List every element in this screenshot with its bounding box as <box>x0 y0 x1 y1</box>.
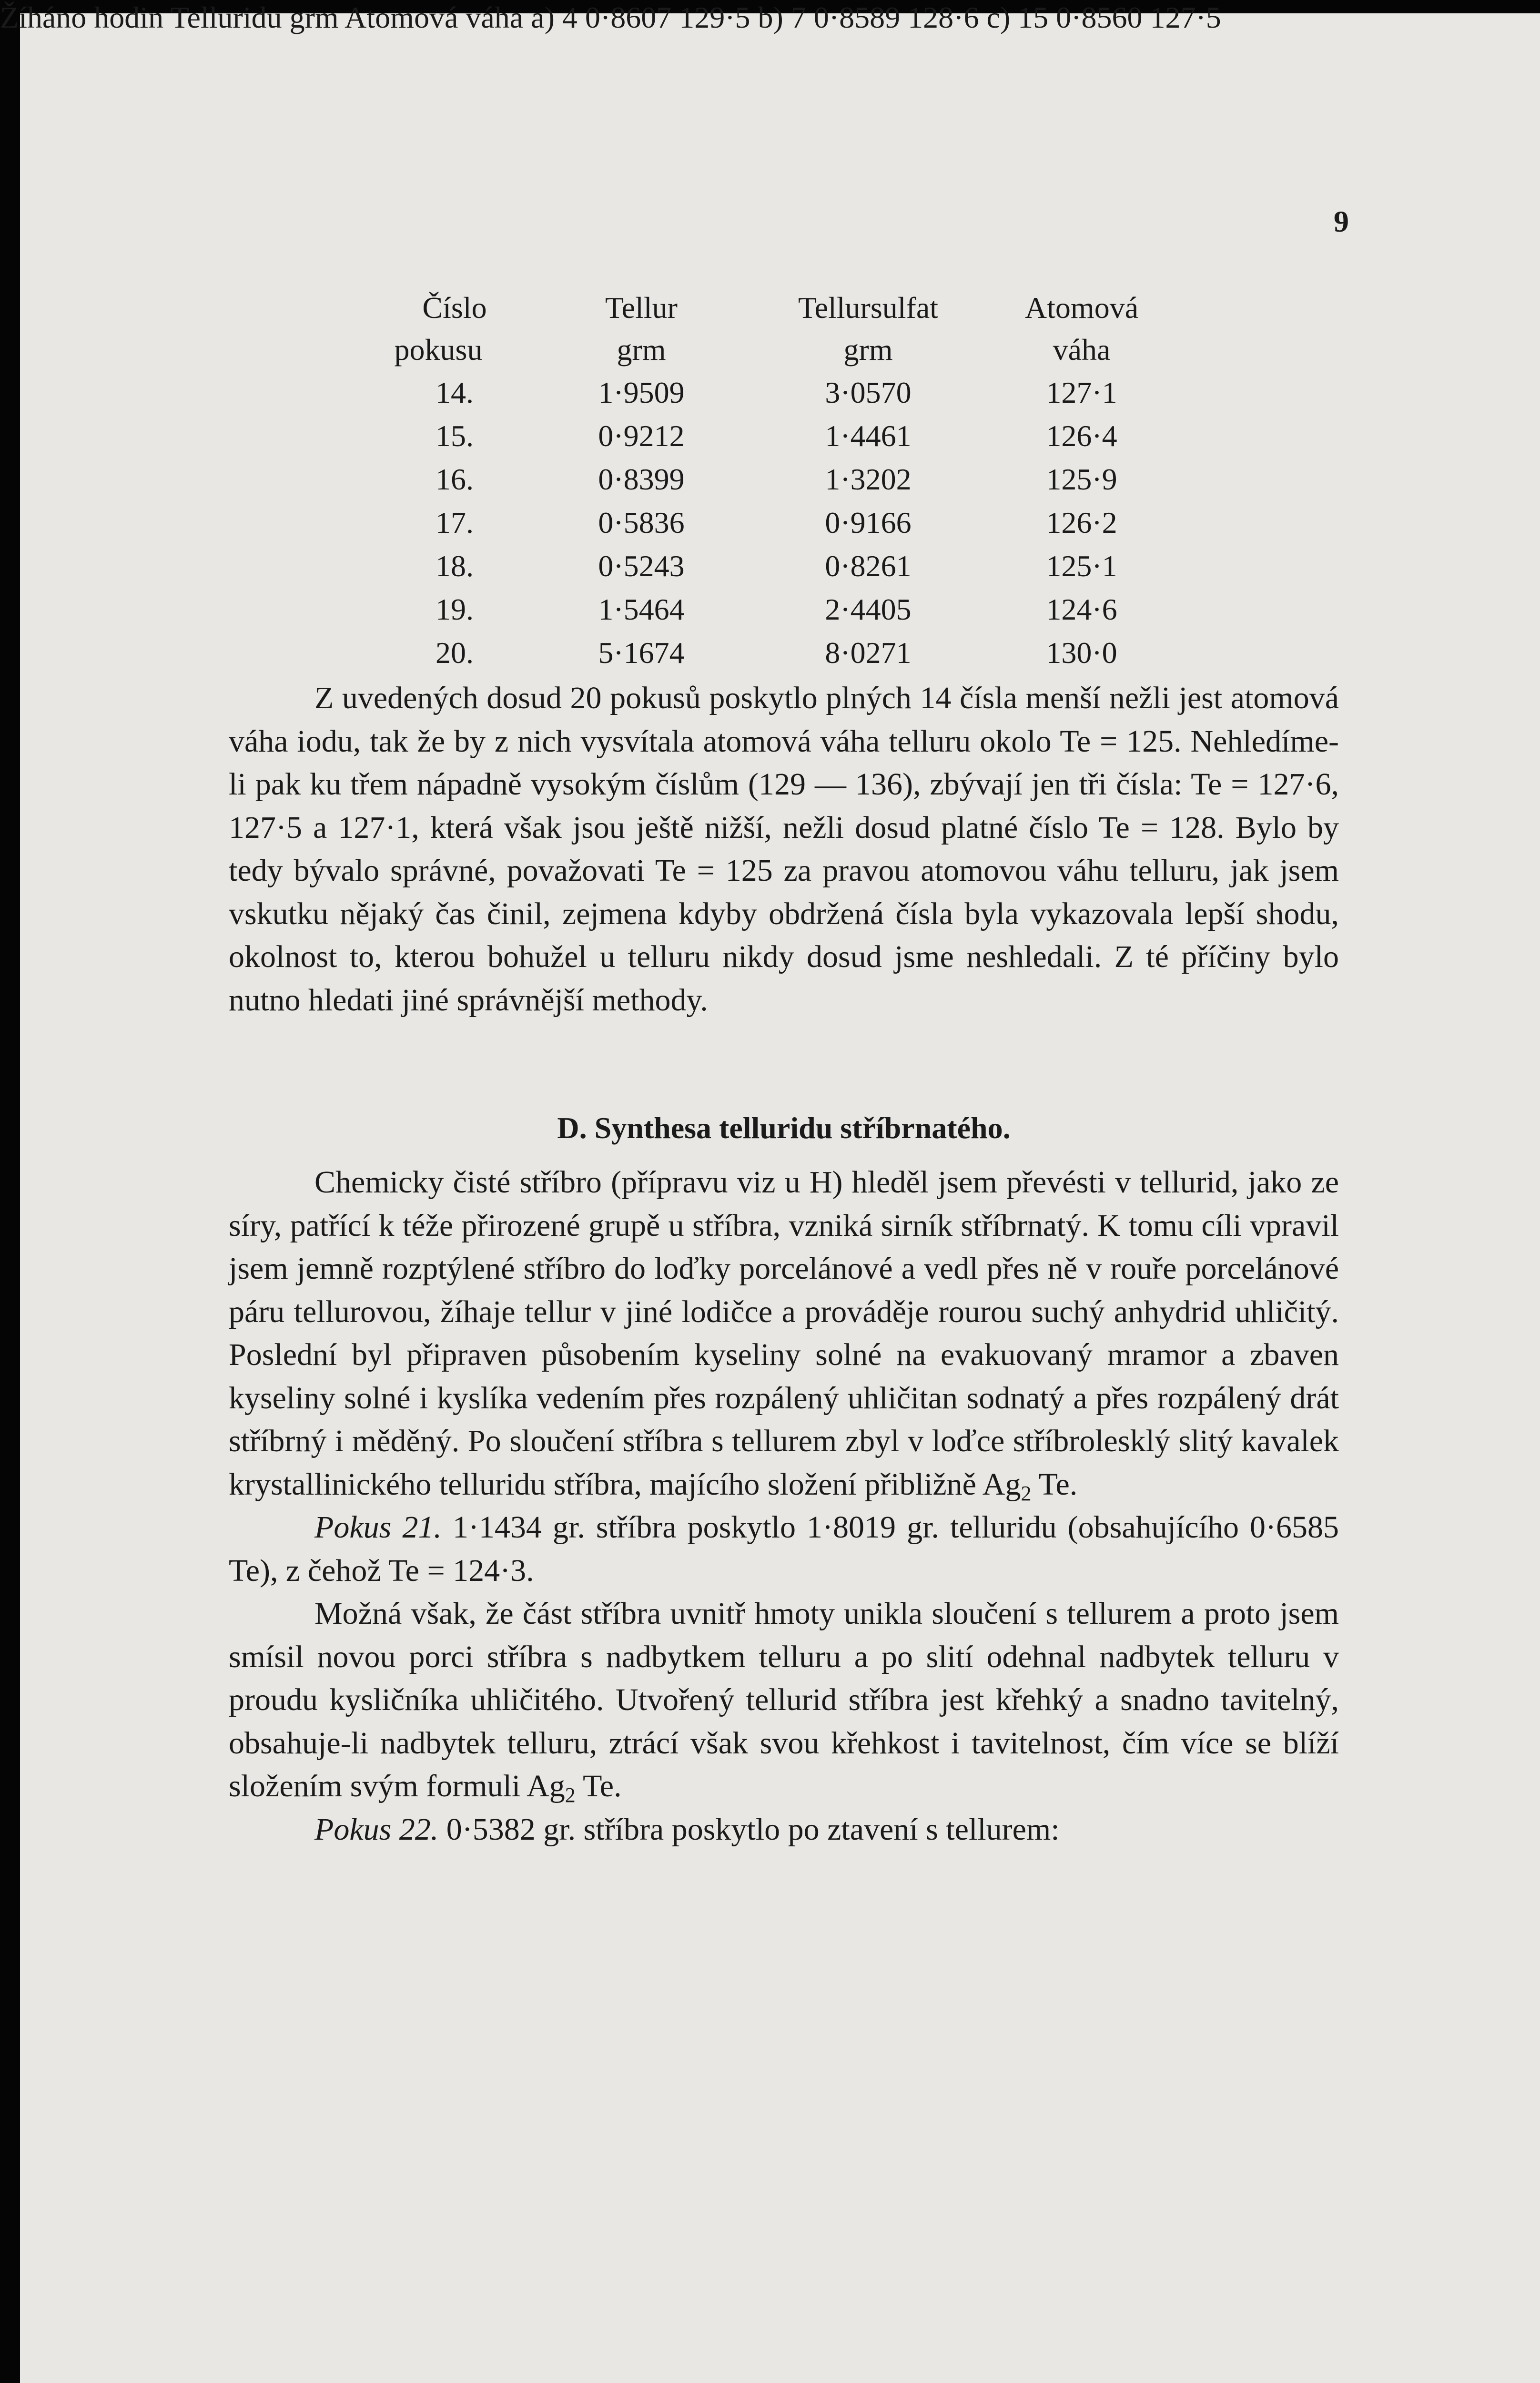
table1-row-17-atom: 126·2 <box>1046 506 1117 540</box>
section-heading: D. Synthesa telluridu stříbrnatého. <box>557 1111 1011 1145</box>
table1-row-20-num: 20. <box>436 636 474 670</box>
table1-row-16-atom: 125·9 <box>1046 462 1117 496</box>
table1-row-16-num: 16. <box>436 462 474 496</box>
table1-row-14-atom: 127·1 <box>1046 376 1117 409</box>
paragraph-2 <box>229 1161 1339 1506</box>
table1-row-19-sulfat: 2·4405 <box>825 592 912 626</box>
table1-header-tellursulfat-unit: grm <box>843 333 893 367</box>
table2-row-a-telluride: 0·8607 <box>585 0 672 34</box>
pokus-21 <box>229 1506 1339 1592</box>
table1-row-20-atom: 130·0 <box>1046 636 1117 670</box>
table1-row-20-tellur: 5·1674 <box>598 636 685 670</box>
paragraph-3-subscript: 2 <box>565 1783 576 1807</box>
table1-header-cislo: Číslo <box>422 291 487 325</box>
table1-row-19-num: 19. <box>436 592 474 626</box>
table1-header-vaha: váha <box>1053 333 1111 367</box>
table1-row-14-num: 14. <box>436 376 474 409</box>
page-number: 9 <box>1334 204 1349 238</box>
results-table-2 <box>0 0 1221 35</box>
paragraph-1-text: Z uvedených dosud 20 pokusů poskytlo plných 14 čísla menší nežli jest atomová váha iodu, tak že by z nich vysvítala atomová váha telluru okolo Te = 125. Nehledíme-li pak ku třem nápadně vysokým číslům (129 — 136), zbývají jen tři čísla: Te = 127·6, 127·5 a 127·1, která však jsou ještě nižší, nežli dosud platné číslo Te = 128. Bylo by tedy bývalo správné, považovati Te = 125 za pravou atomovou váhu telluru, jak jsem vskutku nějaký čas činil, zejmena kdyby obdržená čísla byla vykazovala lepší shodu, okolnost to, kterou bohužel u telluru nikdy dosud jsme neshledali. Z té příčiny bylo nutno hledati jiné správnější methody. <box>229 681 1339 1018</box>
paragraph-results-discussion <box>229 677 1339 1022</box>
pokus-22-label: Pokus 22. <box>314 1812 439 1847</box>
table1-header-tellur: Tellur <box>605 291 678 325</box>
table1-row-15-sulfat: 1·4461 <box>825 419 912 453</box>
table1-header-atomova: Atomová <box>1024 291 1139 325</box>
table1-row-16-sulfat: 1·3202 <box>825 462 912 496</box>
table1-row-18-sulfat: 0·8261 <box>825 549 912 583</box>
table2-row-b-telluride: 0·8589 <box>813 0 901 34</box>
table2-row-c-label: c) <box>986 0 1011 34</box>
table1-row-17-tellur: 0·5836 <box>598 506 685 540</box>
table2-row-c-hours: 15 <box>1018 0 1049 34</box>
table1-row-19-atom: 124·6 <box>1046 592 1117 626</box>
table1-row-18-num: 18. <box>436 549 474 583</box>
table2-row-a-label: a) <box>531 0 555 34</box>
table1-row-18-tellur: 0·5243 <box>598 549 685 583</box>
pokus-21-label: Pokus 21. <box>314 1510 442 1545</box>
table1-row-19-tellur: 1·5464 <box>598 592 685 626</box>
table1-row-17-num: 17. <box>436 506 474 540</box>
pokus-22 <box>229 1808 1339 1852</box>
table2-header-hours: Žíháno hodin <box>0 0 164 34</box>
paragraph-2-subscript: 2 <box>1021 1481 1032 1505</box>
table1-row-15-tellur: 0·9212 <box>598 419 685 453</box>
table2-row-b-label: b) <box>758 0 783 34</box>
pokus-22-text: 0·5382 gr. stříbra poskytlo po ztavení s tellurem: <box>438 1812 1060 1847</box>
table1-row-15-num: 15. <box>436 419 474 453</box>
table1-row-14-tellur: 1·9509 <box>598 376 685 409</box>
table2-header-atomic: Atomová váha <box>344 0 524 34</box>
table1-row-14-sulfat: 3·0570 <box>825 376 912 409</box>
table1-row-18-atom: 125·1 <box>1046 549 1117 583</box>
table2-row-a-atomic: 129·5 <box>679 0 750 34</box>
table1-row-20-sulfat: 8·0271 <box>825 636 912 670</box>
table2-row-a-hours: 4 <box>562 0 578 34</box>
table2-row-b-hours: 7 <box>790 0 806 34</box>
paragraph-3-text: Možná však, že část stříbra uvnitř hmoty unikla sloučení s tellurem a proto jsem smísil novou porci stříbra s nadbytkem telluru a po slití odehnal nadbytek telluru v proudu kysličníka uhličitého. Utvořený tellurid stříbra jest křehký a snadno tavitelný, obsahuje-li nadbytek telluru, ztrácí však svou křehkost i tavitelnost, čím více se blíží složením svým formuli Ag <box>229 1596 1339 1803</box>
table1-header-tellur-unit: grm <box>617 333 666 367</box>
table2-header-telluride: Telluridu grm <box>170 0 339 34</box>
pokus-21-text: 1·1434 gr. stříbra poskytlo 1·8019 gr. telluridu (obsahujícího 0·6585 Te), z čehož Te = 124·3. <box>229 1510 1339 1588</box>
paragraph-3 <box>229 1592 1339 1808</box>
table1-row-16-tellur: 0·8399 <box>598 462 685 496</box>
paragraph-2-end: Te. <box>1031 1466 1078 1502</box>
table1-row-15-atom: 126·4 <box>1046 419 1117 453</box>
paragraph-2-text: Chemicky čisté stříbro (přípravu viz u H) hleděl jsem převésti v tellurid, jako ze síry, patřící k téže přirozené grupě u stříbra, vzniká sirník stříbrnatý. K tomu cíli vpravil jsem jemně rozptýlené stříbro do loďky porcelánové a vedl přes ně v rouře porcelánové páru tellurovou, žíhaje tellur v jiné lodičce a prováděje rourou suchý anhydrid uhličitý. Poslední byl připraven působením kyseliny solné na evakuovaný mramor a zbaven kyseliny solné i kyslíka vedením přes rozpálený uhličitan sodnatý a přes rozpálený drát stříbrný i měděný. Po sloučení stříbra s tellurem zbyl v loďce stříbrolesklý slitý kavalek krystallinického telluridu stříbra, majícího složení přibližně Ag <box>229 1165 1339 1502</box>
table1-header-pokusu: pokusu <box>394 333 483 367</box>
paragraph-3-end: Te. <box>575 1769 622 1803</box>
table2-row-c-telluride: 0·8560 <box>1056 0 1143 34</box>
table2-row-c-atomic: 127·5 <box>1150 0 1221 34</box>
table2-row-b-atomic: 128·6 <box>908 0 979 34</box>
table1-header-tellursulfat: Tellursulfat <box>798 291 939 325</box>
paragraph-synthesis <box>229 1161 1339 1851</box>
table1-row-17-sulfat: 0·9166 <box>825 506 912 540</box>
